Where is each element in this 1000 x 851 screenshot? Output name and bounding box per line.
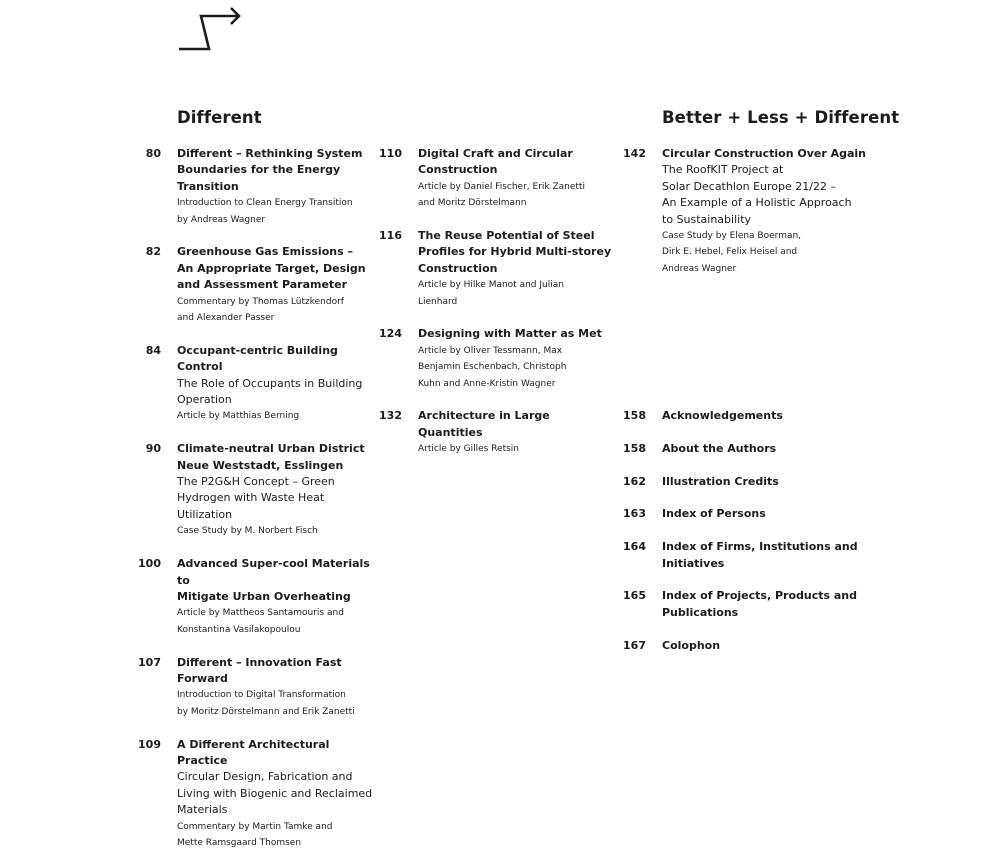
entry-subtitle: The Role of Occupants in Building Operation bbox=[177, 376, 363, 407]
entry-title: Index of Firms, Institutions and Initiatives bbox=[662, 540, 858, 570]
page-number: 100 bbox=[138, 557, 161, 571]
page-number: 162 bbox=[623, 474, 646, 488]
entry-credit: Case Study by Elena Boerman, Dirk E. Hebel, Felix Heisel and Andreas Wagner bbox=[662, 231, 802, 274]
toc-entry[interactable] bbox=[145, 146, 377, 228]
back-matter-entry[interactable] bbox=[623, 588, 872, 621]
entry-title: Greenhouse Gas Emissions – An Appropriate Target, Design and Assessment Parameter bbox=[177, 245, 366, 292]
entry-title: Colophon bbox=[662, 638, 721, 652]
entry-credit: Commentary by Thomas Lützkendorf and Alexander Passer bbox=[177, 296, 344, 324]
toc-entry[interactable] bbox=[145, 343, 377, 425]
toc-column-3 bbox=[623, 146, 872, 277]
entry-subtitle: Circular Design, Fabrication and Living with Biogenic and Reclaimed Materials bbox=[177, 770, 373, 817]
entry-title: Acknowledgements bbox=[662, 409, 783, 422]
toc-entry[interactable] bbox=[145, 244, 377, 326]
toc-entry[interactable] bbox=[379, 228, 618, 310]
toc-entry[interactable] bbox=[138, 655, 377, 721]
entry-title: Different – Innovation Fast Forward bbox=[177, 655, 342, 685]
page-number: 164 bbox=[623, 540, 646, 554]
entry-title: Index of Projects, Products and Publications bbox=[662, 589, 857, 619]
entry-title: Climate-neutral Urban District Neue Weststadt, Esslingen bbox=[177, 442, 365, 472]
entry-title: Architecture in Large Quantities bbox=[418, 409, 550, 439]
toc-entry[interactable] bbox=[145, 441, 377, 539]
back-matter-entry[interactable] bbox=[623, 441, 872, 457]
entry-title: Circular Construction Over Again bbox=[662, 147, 867, 160]
entry-subtitle: The RoofKIT Project at Solar Decathlon Europe 21/22 – An Example of a Holistic Approach to Sustainability bbox=[662, 163, 852, 226]
page-number: 84 bbox=[145, 343, 161, 357]
entry-subtitle: The P2G&H Concept – Green Hydrogen with Waste Heat Utilization bbox=[177, 475, 335, 521]
entry-credit: Introduction to Clean Energy Transition by Andreas Wagner bbox=[177, 198, 353, 225]
entry-title: Advanced Super-cool Materials to Mitigate Urban Overheating bbox=[177, 557, 370, 603]
entry-credit: Case Study by M. Norbert Fisch bbox=[177, 526, 318, 537]
entry-credit: Article by Matthias Berning bbox=[177, 411, 300, 422]
entry-title: Illustration Credits bbox=[662, 474, 779, 488]
page-number: 80 bbox=[145, 147, 161, 160]
page-number: 107 bbox=[138, 655, 161, 669]
entry-title: About the Authors bbox=[662, 441, 777, 455]
toc-entry[interactable] bbox=[379, 326, 618, 392]
back-matter-entry[interactable] bbox=[623, 638, 872, 654]
page-number: 124 bbox=[379, 327, 402, 341]
page-number: 116 bbox=[379, 229, 402, 243]
toc-entry[interactable] bbox=[379, 146, 618, 212]
entry-title: Digital Craft and Circular Construction bbox=[418, 147, 573, 177]
page-number: 167 bbox=[623, 638, 646, 652]
page-number: 158 bbox=[623, 441, 646, 455]
back-matter-entry[interactable] bbox=[623, 408, 872, 424]
entry-title: A Different Architectural Practice bbox=[177, 737, 330, 767]
toc-entry[interactable] bbox=[379, 408, 618, 457]
page-number: 132 bbox=[379, 409, 402, 423]
entry-credit: Article by Hilke Manot and Julian Lienhard bbox=[418, 280, 564, 307]
toc-entry[interactable] bbox=[623, 146, 872, 277]
entry-credit: Article by Daniel Fischer, Erik Zanetti and Moritz Dörstelmann bbox=[418, 181, 585, 209]
entry-title: The Reuse Potential of Steel Profiles for Hybrid Multi-storey Construction bbox=[418, 229, 612, 275]
toc-entry[interactable] bbox=[138, 737, 377, 851]
back-matter-entry[interactable] bbox=[623, 506, 872, 522]
page-number: 158 bbox=[623, 409, 646, 422]
entry-title: Index of Persons bbox=[662, 507, 766, 521]
section-heading-different: Different bbox=[177, 108, 262, 127]
page-number: 165 bbox=[623, 589, 646, 603]
toc-entry[interactable] bbox=[138, 556, 377, 638]
back-matter-list bbox=[623, 408, 872, 654]
entry-credit: Article by Oliver Tessmann, Max Benjamin Eschenbach, Christoph Kuhn and Anne-Kristin Wagner bbox=[418, 345, 567, 389]
entry-title: Occupant-centric Building Control bbox=[177, 343, 338, 374]
page-number: 82 bbox=[145, 245, 161, 259]
back-matter-entry[interactable] bbox=[623, 539, 872, 572]
page-number: 163 bbox=[623, 507, 646, 521]
entry-title: Designing with Matter as Met bbox=[418, 327, 602, 341]
section-heading-better-less-different: Better + Less + Different bbox=[662, 108, 900, 127]
entry-credit: Article by Mattheos Santamouris and Konstantina Vasilakopoulou bbox=[177, 608, 344, 635]
page-number: 109 bbox=[138, 737, 161, 751]
page-number: 110 bbox=[379, 147, 402, 160]
back-matter-entry[interactable] bbox=[623, 474, 872, 490]
zigzag-arrow-logo bbox=[178, 4, 242, 52]
page-number: 142 bbox=[623, 147, 646, 160]
page-number: 90 bbox=[145, 442, 161, 456]
entry-credit: Commentary by Martin Tamke and Mette Ramsgaard Thomsen bbox=[177, 821, 333, 848]
entry-title: Different – Rethinking System Boundaries for the Energy Transition bbox=[177, 147, 363, 193]
entry-credit: Introduction to Digital Transformation by Moritz Dörstelmann and Erik Zanetti bbox=[177, 690, 355, 717]
toc-column-1 bbox=[138, 146, 377, 851]
toc-column-2 bbox=[379, 146, 618, 458]
entry-credit: Article by Gilles Retsin bbox=[418, 444, 520, 455]
